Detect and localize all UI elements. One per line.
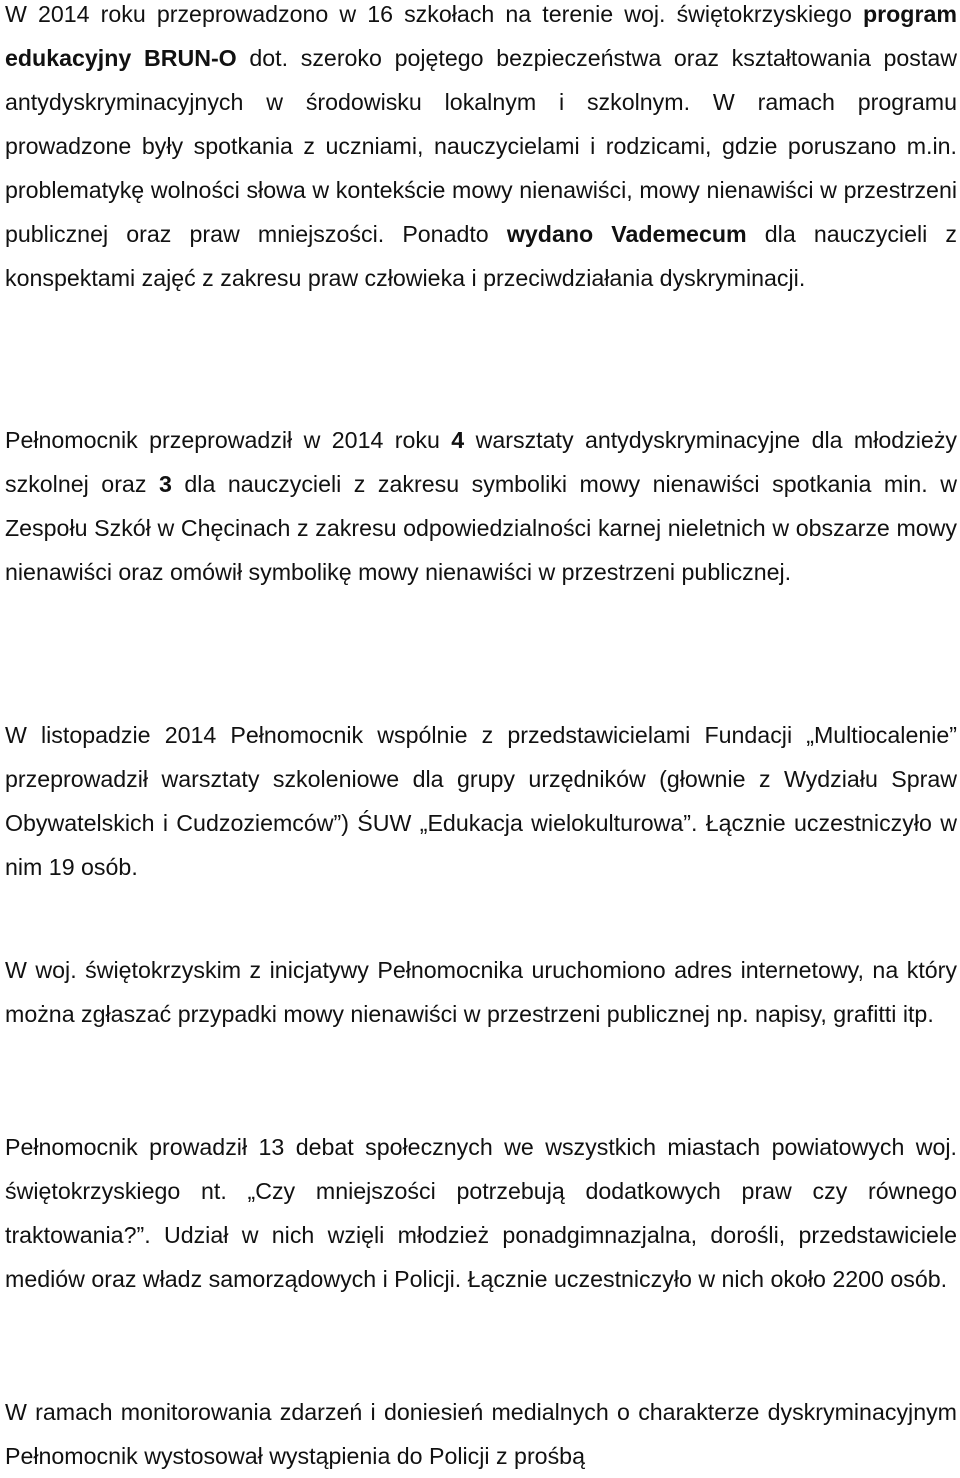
bold-vademecum: wydano Vademecum	[506, 221, 747, 247]
paragraph-debates: Pełnomocnik prowadził 13 debat społecznych we wszystkich miastach powiatowych woj. świętokrzyskiego nt. „Czy mniejszości potrzebują dodatkowych praw czy równego traktowania?”. Udział w nich wzięli młodzież ponadgimnazjalna, dorośli, przedstawiciele mediów oraz władz samorządowych i Policji. Łącznie uczestniczyło w nich około 2200 osób.	[5, 1134, 957, 1292]
text-run: warsztaty antydyskryminacyjne dla młodzieży szkolnej oraz	[5, 427, 958, 497]
paragraph-multiocalenie: W listopadzie 2014 Pełnomocnik wspólnie z przedstawicielami Fundacji „Multiocalenie” przeprowadził warsztaty szkoleniowe dla grupy urzędników (głownie z Wydziału Spraw Obywatelskich i Cudzoziemców”) ŚUW „Edukacja wielokulturowa”. Łącznie uczestniczyło w nim 19 osób.	[5, 722, 957, 880]
text-run: W 2014 roku przeprowadzono w 16 szkołach na terenie woj. świętokrzyskiego	[5, 1, 863, 27]
paragraph-internet-address: W woj. świętokrzyskim z inicjatywy Pełnomocnika uruchomiono adres internetowy, na który można zgłaszać przypadki mowy nienawiści w przestrzeni publicznej np. napisy, grafitti itp.	[5, 957, 957, 1027]
text-run: dot. szeroko pojętego bezpieczeństwa oraz kształtowania postaw antydyskryminacyjnych w środowisku lokalnym i szkolnym. W ramach programu prowadzone były spotkania z uczniami, nauczycielami i rodzicami, gdzie poruszano m.in. problematykę wolności słowa w kontekście mowy nienawiści, mowy nienawiści w przestrzeni publicznej oraz praw mniejszości. Ponadto	[5, 45, 957, 247]
paragraph-monitoring: W ramach monitorowania zdarzeń i doniesień medialnych o charakterze dyskryminacyjnym Pełnomocnik wystosował wystąpienia do Policji z prośbą	[5, 1399, 957, 1469]
text-run: Pełnomocnik przeprowadził w 2014 roku	[5, 427, 452, 453]
paragraph-workshops	[5, 418, 957, 594]
bold-program-name: program edukacyjny BRUN-O	[5, 1, 957, 71]
paragraph-brun-o-program	[5, 0, 957, 300]
bold-count-teachers: 3	[158, 471, 172, 497]
text-run: dla nauczycieli z konspektami zajęć z zakresu praw człowieka i przeciwdziałania dyskryminacji.	[5, 221, 958, 291]
bold-count-youth: 4	[451, 427, 465, 453]
text-run: dla nauczycieli z zakresu symboliki mowy nienawiści spotkania min. w Zespołu Szkół w Chęcinach z zakresu odpowiedzialności karnej nieletnich w obszarze mowy nienawiści oraz omówił symbolikę mowy nienawiści w przestrzeni publicznej.	[5, 471, 957, 585]
